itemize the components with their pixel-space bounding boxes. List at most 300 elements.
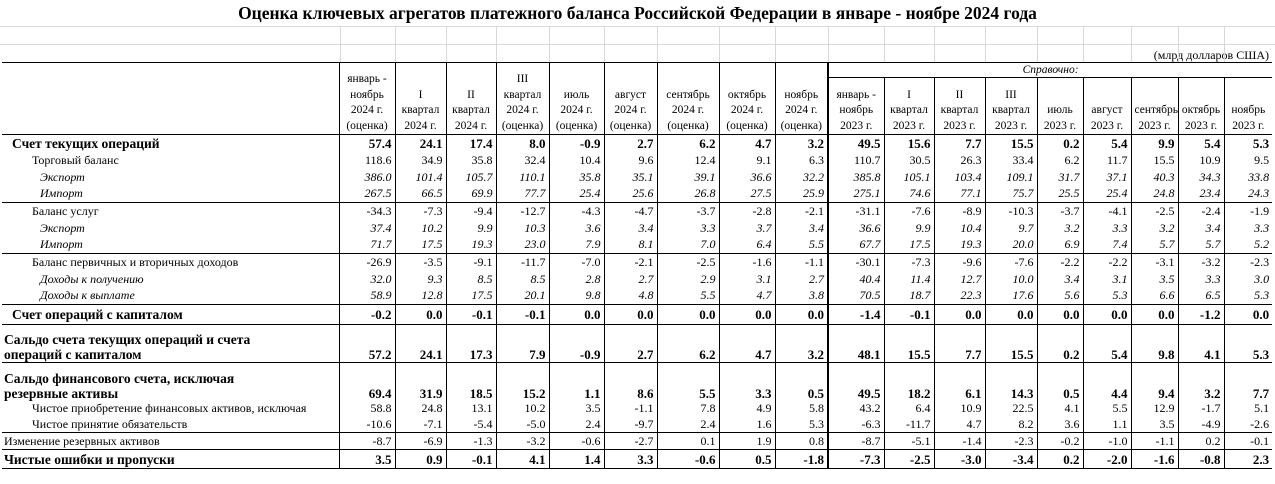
value-cell: -3.2 (496, 433, 549, 450)
value-cell: 34.3 (1178, 169, 1224, 186)
row-label: Счет текущих операций (12, 135, 160, 151)
value-cell: 20.0 (985, 237, 1037, 254)
value-cell: 3.1 (1083, 271, 1131, 288)
value-cell: 2.4 (549, 417, 604, 433)
value-cell: 3.3 (1178, 271, 1224, 288)
value-cell: 26.3 (934, 152, 985, 169)
value-cell: 58.9 (339, 288, 395, 305)
value-cell: 35.8 (446, 152, 496, 169)
value-cell: 58.8 (339, 401, 395, 417)
value-cell: 6.4 (719, 237, 775, 254)
value-cell: -2.1 (775, 203, 828, 220)
value-cell: 6.9 (1037, 237, 1083, 254)
value-cell: 9.8 (549, 288, 604, 305)
reference-label: Справочно: (828, 63, 1272, 78)
value-cell: 17.6 (985, 288, 1037, 305)
page-title: Оценка ключевых агрегатов платежного баланса Российской Федерации в январе - ноябре 2024 года (238, 3, 1037, 23)
value-cell: 9.4 (1131, 363, 1178, 401)
value-cell: 6.1 (934, 363, 985, 401)
value-cell: -1.0 (1083, 433, 1131, 450)
value-cell: 3.7 (719, 220, 775, 237)
value-cell: 33.4 (985, 152, 1037, 169)
value-cell: -2.5 (884, 450, 934, 469)
value-cell: 31.7 (1037, 169, 1083, 186)
value-cell: 0.0 (1083, 305, 1131, 325)
value-cell: -7.0 (549, 254, 604, 271)
value-cell: 0.0 (985, 305, 1037, 325)
column-header: сентябрь 2023 г. (1131, 78, 1178, 135)
row-label: Экспорт (40, 169, 85, 184)
value-cell: 11.4 (884, 271, 934, 288)
value-cell: 0.8 (775, 433, 828, 450)
value-cell: 7.9 (496, 325, 549, 363)
value-cell: 8.5 (496, 271, 549, 288)
value-cell: 385.8 (828, 169, 884, 186)
value-cell: 19.3 (446, 237, 496, 254)
value-cell: -6.3 (828, 417, 884, 433)
value-cell: 12.9 (1131, 401, 1178, 417)
table-row (2, 305, 1272, 325)
row-label: Экспорт (40, 220, 85, 235)
value-cell: 9.9 (1131, 135, 1178, 152)
value-cell: 15.2 (496, 363, 549, 401)
value-cell: 105.7 (446, 169, 496, 186)
value-cell: 109.1 (985, 169, 1037, 186)
value-cell: 1.6 (719, 417, 775, 433)
value-cell: -2.4 (1178, 203, 1224, 220)
value-cell: 11.7 (1083, 152, 1131, 169)
value-cell: 6.2 (1037, 152, 1083, 169)
value-cell: 6.4 (884, 401, 934, 417)
value-cell: 9.9 (884, 220, 934, 237)
value-cell: 31.9 (395, 363, 446, 401)
value-cell: -2.5 (1131, 203, 1178, 220)
value-cell: 66.5 (395, 186, 446, 203)
value-cell: 69.4 (339, 363, 395, 401)
value-cell: 0.2 (1037, 135, 1083, 152)
value-cell: -7.3 (395, 203, 446, 220)
value-cell: 7.7 (934, 325, 985, 363)
value-cell: 20.1 (496, 288, 549, 305)
value-cell: 118.6 (339, 152, 395, 169)
value-cell: -5.0 (496, 417, 549, 433)
value-cell: 17.5 (395, 237, 446, 254)
value-cell: -26.9 (339, 254, 395, 271)
value-cell: -1.6 (719, 254, 775, 271)
value-cell: 15.5 (884, 325, 934, 363)
value-cell: 4.7 (719, 325, 775, 363)
value-cell: -10.6 (339, 417, 395, 433)
value-cell: 1.9 (719, 433, 775, 450)
value-cell: 36.6 (719, 169, 775, 186)
value-cell: 10.4 (934, 220, 985, 237)
value-cell: 2.8 (549, 271, 604, 288)
table-row (2, 450, 1272, 469)
value-cell: 0.0 (549, 305, 604, 325)
value-cell: 10.9 (934, 401, 985, 417)
column-header: ноябрь 2024 г. (оценка) (775, 63, 828, 135)
value-cell: 3.0 (1224, 271, 1272, 288)
value-cell: 26.8 (657, 186, 719, 203)
value-cell: 3.2 (775, 325, 828, 363)
value-cell: 40.4 (828, 271, 884, 288)
value-cell: -3.4 (985, 450, 1037, 469)
value-cell: 9.7 (985, 220, 1037, 237)
value-cell: 43.2 (828, 401, 884, 417)
value-cell: -4.9 (1178, 417, 1224, 433)
value-cell: 4.8 (604, 288, 657, 305)
value-cell: 3.2 (775, 135, 828, 152)
value-cell: 0.0 (395, 305, 446, 325)
value-cell: 40.3 (1131, 169, 1178, 186)
value-cell: 32.0 (339, 271, 395, 288)
value-cell: -2.1 (604, 254, 657, 271)
table-row (2, 288, 1272, 305)
value-cell: -2.8 (719, 203, 775, 220)
value-cell: -3.1 (1131, 254, 1178, 271)
table-row (2, 401, 1272, 417)
column-header: июль 2023 г. (1037, 78, 1083, 135)
value-cell: -0.1 (496, 305, 549, 325)
value-cell: 2.4 (657, 417, 719, 433)
value-cell: 4.7 (719, 135, 775, 152)
value-cell: 5.8 (775, 401, 828, 417)
value-cell: 9.1 (719, 152, 775, 169)
value-cell: 3.4 (1178, 220, 1224, 237)
column-header: август 2024 г. (оценка) (604, 63, 657, 135)
value-cell: 101.4 (395, 169, 446, 186)
value-cell: 8.1 (604, 237, 657, 254)
value-cell: 10.3 (496, 220, 549, 237)
value-cell: 4.1 (1178, 325, 1224, 363)
value-cell: 3.3 (657, 220, 719, 237)
value-cell: 3.4 (1037, 271, 1083, 288)
value-cell: 9.9 (446, 220, 496, 237)
value-cell: 3.4 (604, 220, 657, 237)
value-cell: 5.3 (1224, 288, 1272, 305)
value-cell: 0.2 (1037, 325, 1083, 363)
table-row (2, 152, 1272, 169)
value-cell: -7.3 (884, 254, 934, 271)
value-cell: 24.1 (395, 135, 446, 152)
value-cell: 24.8 (1131, 186, 1178, 203)
value-cell: 5.5 (657, 288, 719, 305)
value-cell: 3.1 (719, 271, 775, 288)
value-cell: 6.2 (657, 325, 719, 363)
value-cell: 4.9 (719, 401, 775, 417)
value-cell: 5.3 (1083, 288, 1131, 305)
value-cell: 49.5 (828, 363, 884, 401)
value-cell: 25.4 (1083, 186, 1131, 203)
value-cell: 5.5 (775, 237, 828, 254)
row-label (2, 325, 339, 363)
value-cell: 57.4 (339, 135, 395, 152)
value-cell: -11.7 (496, 254, 549, 271)
unit-label: (млрд долларов США) (1153, 48, 1269, 62)
value-cell: -1.3 (446, 433, 496, 450)
table-row (2, 271, 1272, 288)
value-cell: 3.3 (1224, 220, 1272, 237)
value-cell: 37.1 (1083, 169, 1131, 186)
value-cell: -0.1 (1224, 433, 1272, 450)
value-cell: 5.3 (1224, 325, 1272, 363)
value-cell: 0.1 (657, 433, 719, 450)
value-cell: 12.4 (657, 152, 719, 169)
value-cell: 3.3 (604, 450, 657, 469)
value-cell: 3.3 (719, 363, 775, 401)
value-cell: 0.0 (604, 305, 657, 325)
value-cell: -3.7 (657, 203, 719, 220)
value-cell: 10.4 (549, 152, 604, 169)
value-cell: -9.6 (934, 254, 985, 271)
row-label (2, 363, 339, 401)
value-cell: -1.4 (828, 305, 884, 325)
value-cell: -1.2 (1178, 305, 1224, 325)
value-cell: 7.0 (657, 237, 719, 254)
value-cell: 74.6 (884, 186, 934, 203)
value-cell: -5.1 (884, 433, 934, 450)
value-cell: -2.6 (1224, 417, 1272, 433)
value-cell: 6.2 (657, 135, 719, 152)
table-row (2, 203, 1272, 220)
value-cell: 1.1 (1083, 417, 1131, 433)
value-cell: 5.3 (1224, 135, 1272, 152)
column-header: ноябрь 2023 г. (1224, 78, 1272, 135)
value-cell: -3.2 (1178, 254, 1224, 271)
column-header: III квартал 2023 г. (985, 78, 1037, 135)
table-row (2, 169, 1272, 186)
value-cell: 13.1 (446, 401, 496, 417)
value-cell: 0.5 (719, 450, 775, 469)
value-cell: -7.6 (884, 203, 934, 220)
table-row (2, 417, 1272, 433)
column-header: I квартал 2023 г. (884, 78, 934, 135)
value-cell: -0.6 (549, 433, 604, 450)
value-cell: 39.1 (657, 169, 719, 186)
value-cell: 3.3 (1083, 220, 1131, 237)
value-cell: 12.8 (395, 288, 446, 305)
value-cell: 23.0 (496, 237, 549, 254)
value-cell: -0.8 (1178, 450, 1224, 469)
value-cell: 0.2 (1037, 450, 1083, 469)
value-cell: -2.3 (985, 433, 1037, 450)
value-cell: 70.5 (828, 288, 884, 305)
value-cell: 2.9 (657, 271, 719, 288)
value-cell: 0.0 (719, 305, 775, 325)
value-cell: -1.8 (775, 450, 828, 469)
value-cell: 5.2 (1224, 237, 1272, 254)
value-cell: 22.3 (934, 288, 985, 305)
value-cell: 5.5 (657, 363, 719, 401)
row-label-line: Сальдо счета текущих операций и счета (4, 332, 251, 347)
value-cell: 6.5 (1178, 288, 1224, 305)
value-cell: 23.4 (1178, 186, 1224, 203)
column-header: июль 2024 г. (оценка) (549, 63, 604, 135)
value-cell: -8.7 (828, 433, 884, 450)
value-cell: 0.5 (775, 363, 828, 401)
value-cell: -7.3 (828, 450, 884, 469)
row-label: Баланс услуг (2, 203, 339, 220)
value-cell: 9.8 (1131, 325, 1178, 363)
value-cell: 32.4 (496, 152, 549, 169)
row-label: Торговый баланс (32, 152, 119, 167)
value-cell: 15.5 (985, 325, 1037, 363)
value-cell: 103.4 (934, 169, 985, 186)
value-cell: 34.9 (395, 152, 446, 169)
value-cell: 0.0 (1131, 305, 1178, 325)
value-cell: 19.3 (934, 237, 985, 254)
value-cell: 24.3 (1224, 186, 1272, 203)
value-cell: 17.5 (446, 288, 496, 305)
value-cell: 67.7 (828, 237, 884, 254)
value-cell: -2.2 (1083, 254, 1131, 271)
row-label-line: операций с капиталом (4, 347, 142, 362)
value-cell: -9.1 (446, 254, 496, 271)
value-cell: 9.3 (395, 271, 446, 288)
value-cell: 0.0 (934, 305, 985, 325)
value-cell: 4.4 (1083, 363, 1131, 401)
table-row (2, 254, 1272, 271)
value-cell: 0.0 (657, 305, 719, 325)
value-cell: 32.2 (775, 169, 828, 186)
value-cell: 3.5 (1131, 417, 1178, 433)
value-cell: 12.7 (934, 271, 985, 288)
column-header: сентябрь 2024 г. (оценка) (657, 63, 719, 135)
value-cell: 5.5 (1083, 401, 1131, 417)
value-cell: 6.3 (775, 152, 828, 169)
value-cell: 3.5 (1131, 271, 1178, 288)
value-cell: 8.6 (604, 363, 657, 401)
value-cell: 18.7 (884, 288, 934, 305)
row-label: Баланс первичных и вторичных доходов (2, 254, 339, 271)
value-cell: 5.1 (1224, 401, 1272, 417)
value-cell: -3.5 (395, 254, 446, 271)
column-header: II квартал 2024 г. (446, 63, 496, 135)
value-cell: 3.4 (775, 220, 828, 237)
value-cell: 3.8 (775, 288, 828, 305)
value-cell: 110.7 (828, 152, 884, 169)
value-cell: 1.4 (549, 450, 604, 469)
value-cell: 7.9 (549, 237, 604, 254)
value-cell: 35.8 (549, 169, 604, 186)
value-cell: -31.1 (828, 203, 884, 220)
value-cell: 4.7 (934, 417, 985, 433)
value-cell: 0.5 (1037, 363, 1083, 401)
row-label: Счет операций с капиталом (2, 305, 339, 325)
column-header: январь - ноябрь 2023 г. (828, 78, 884, 135)
value-cell: 33.8 (1224, 169, 1272, 186)
value-cell: -0.2 (1037, 433, 1083, 450)
value-cell: -30.1 (828, 254, 884, 271)
value-cell: 17.4 (446, 135, 496, 152)
value-cell: 2.7 (775, 271, 828, 288)
value-cell: 4.1 (1037, 401, 1083, 417)
value-cell: -9.4 (446, 203, 496, 220)
column-header: январь - ноябрь 2024 г. (оценка) (339, 63, 395, 135)
value-cell: 10.9 (1178, 152, 1224, 169)
row-label: Доходы к выплате (40, 288, 135, 303)
value-cell: 3.2 (1178, 363, 1224, 401)
value-cell: 49.5 (828, 135, 884, 152)
value-cell: 10.0 (985, 271, 1037, 288)
value-cell: -0.2 (339, 305, 395, 325)
value-cell: 3.5 (339, 450, 395, 469)
table-row (2, 433, 1272, 450)
value-cell: 35.1 (604, 169, 657, 186)
value-cell: 5.4 (1083, 325, 1131, 363)
value-cell: 75.7 (985, 186, 1037, 203)
column-header: октябрь 2024 г. (оценка) (719, 63, 775, 135)
row-label: Изменение резервных активов (2, 433, 339, 450)
value-cell: 15.5 (1131, 152, 1178, 169)
value-cell: 71.7 (339, 237, 395, 254)
value-cell: -4.1 (1083, 203, 1131, 220)
value-cell: 105.1 (884, 169, 934, 186)
value-cell: -2.3 (1224, 254, 1272, 271)
value-cell: 3.2 (1037, 220, 1083, 237)
balance-of-payments-table (2, 62, 1272, 469)
value-cell: -6.9 (395, 433, 446, 450)
value-cell: -2.5 (657, 254, 719, 271)
value-cell: -7.1 (395, 417, 446, 433)
column-header: II квартал 2023 г. (934, 78, 985, 135)
value-cell: 24.8 (395, 401, 446, 417)
row-label: Импорт (40, 186, 83, 201)
value-cell: 8.2 (985, 417, 1037, 433)
value-cell: 9.6 (604, 152, 657, 169)
value-cell: -4.7 (604, 203, 657, 220)
column-header: I квартал 2024 г. (395, 63, 446, 135)
value-cell: 77.1 (934, 186, 985, 203)
value-cell: -0.1 (884, 305, 934, 325)
value-cell: 24.1 (395, 325, 446, 363)
value-cell: -12.7 (496, 203, 549, 220)
value-cell: -1.1 (775, 254, 828, 271)
value-cell: 18.2 (884, 363, 934, 401)
row-label: Импорт (40, 237, 83, 252)
value-cell: 1.1 (549, 363, 604, 401)
value-cell: 14.3 (985, 363, 1037, 401)
table-row (2, 325, 1272, 363)
value-cell: 18.5 (446, 363, 496, 401)
value-cell: -2.2 (1037, 254, 1083, 271)
row-label: Чистые ошибки и пропуски (2, 450, 339, 469)
row-label: Чистое приобретение финансовых активов, исключая (32, 401, 307, 415)
value-cell: 7.7 (934, 135, 985, 152)
value-cell: 15.5 (985, 135, 1037, 152)
value-cell: -8.9 (934, 203, 985, 220)
value-cell: 386.0 (339, 169, 395, 186)
value-cell: 7.4 (1083, 237, 1131, 254)
value-cell: -0.1 (446, 450, 496, 469)
value-cell: 5.7 (1131, 237, 1178, 254)
table-row (2, 220, 1272, 237)
value-cell: 2.3 (1224, 450, 1272, 469)
value-cell: -3.7 (1037, 203, 1083, 220)
value-cell: 10.2 (395, 220, 446, 237)
value-cell: 275.1 (828, 186, 884, 203)
value-cell: -1.1 (1131, 433, 1178, 450)
value-cell: -1.6 (1131, 450, 1178, 469)
value-cell: 0.9 (395, 450, 446, 469)
value-cell: 2.7 (604, 325, 657, 363)
value-cell: 25.5 (1037, 186, 1083, 203)
table-row (2, 237, 1272, 254)
value-cell: 0.0 (775, 305, 828, 325)
value-cell: 22.5 (985, 401, 1037, 417)
value-cell: 5.7 (1178, 237, 1224, 254)
row-label: Доходы к получению (40, 271, 144, 286)
